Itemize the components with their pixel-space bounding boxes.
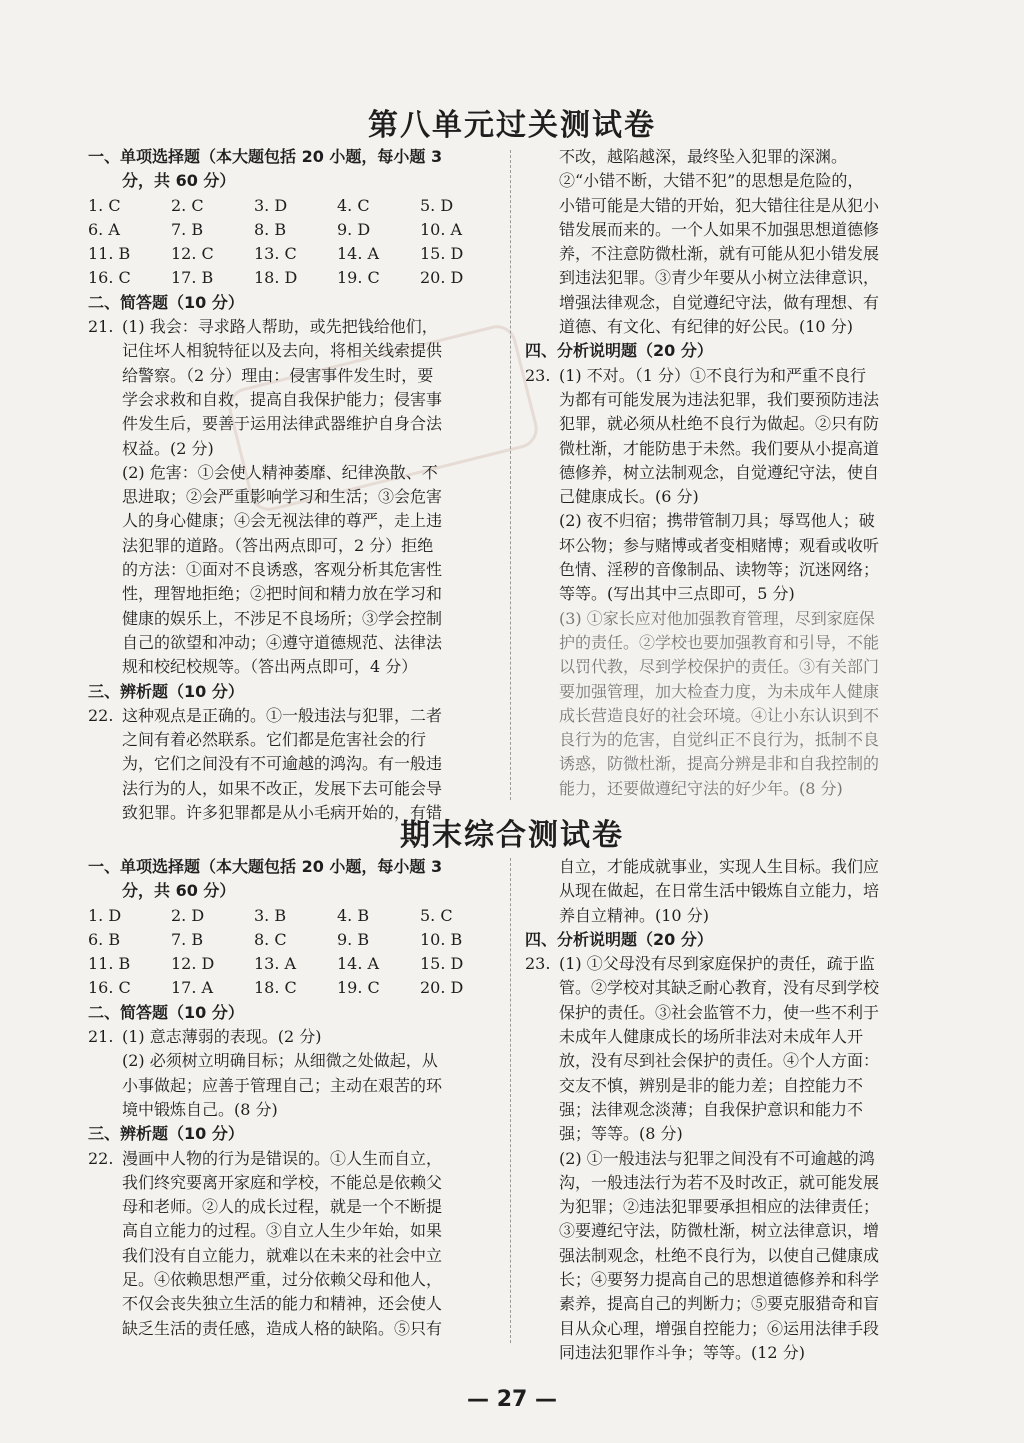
mcq-answer: 2. D	[171, 905, 205, 925]
mcq-answer: 14. A	[337, 244, 380, 264]
answer-line: (2) ①一般违法与犯罪之间没有不可逾越的鸿	[559, 1148, 875, 1168]
answer-line: 保护的责任。③社会监管不力，使一些不利于	[559, 1002, 880, 1022]
answer-line: 为都有可能发展为违法犯罪，我们要预防违法	[559, 389, 880, 409]
mcq-answer: 5. C	[420, 905, 453, 925]
mcq-row	[88, 904, 503, 928]
answer-line: 健康的娱乐上，不涉足不良场所；③学会控制	[122, 608, 443, 628]
answer-line: 沟，一般违法行为若不及时改正，就可能发展	[559, 1172, 880, 1192]
answer-line: 强；等等。(8 分)	[559, 1124, 683, 1144]
mcq-answer: 6. A	[88, 219, 120, 239]
answer-line: 强法制观念，杜绝不良行为，以使自己健康成	[559, 1245, 880, 1265]
answer-line: 放，没有尽到社会保护的责任。④个人方面：	[559, 1051, 880, 1071]
answer-line: 给警察。（2 分）理由：侵害事件发生时，要	[122, 365, 434, 385]
answer-line: 境中锻炼自己。(8 分)	[122, 1099, 278, 1119]
answer-line: (1) ①父母没有尽到家庭保护的责任，疏于监	[559, 954, 875, 974]
answer-line: 道德、有文化、有纪律的好公民。(10 分)	[559, 317, 853, 337]
mcq-answer: 1. C	[88, 195, 121, 215]
answer-line: (2) 必须树立明确目标；从细微之处做起，从	[122, 1051, 438, 1071]
question-number: 22.	[88, 705, 114, 725]
final-s3-title: 三、辨析题（10 分）	[88, 1124, 244, 1144]
answer-line: 养自立精神。(10 分)	[559, 905, 709, 925]
mcq-answer: 10. A	[420, 219, 463, 239]
mcq-row	[88, 194, 503, 218]
mcq-answer: 20. D	[420, 978, 464, 998]
unit8-left-column	[88, 145, 503, 825]
mcq-answer: 1. D	[88, 905, 122, 925]
mcq-answer: 19. C	[337, 978, 380, 998]
mcq-answer: 8. B	[254, 219, 287, 239]
answer-line: 自立，才能成就事业，实现人生目标。我们应	[559, 857, 880, 876]
answer-line: 良行为的危害，自觉纠正不良行为，抵制不良	[559, 730, 880, 750]
final-right-column	[525, 855, 945, 1365]
mcq-answer: 16. C	[88, 978, 131, 998]
mcq-row	[88, 266, 503, 290]
final-s1-title-b: 分，共 60 分）	[122, 881, 236, 901]
question-number: 23.	[525, 365, 551, 385]
mcq-answer: 12. D	[171, 954, 215, 974]
answer-line: 为，它们之间没有不可逾越的鸿沟。有一般违	[122, 754, 443, 774]
mcq-answer: 15. D	[420, 244, 464, 264]
answer-line: 我们没有自立能力，就难以在未来的社会中立	[122, 1245, 443, 1265]
mcq-answer: 17. B	[171, 268, 214, 288]
final-s2-title: 二、简答题（10 分）	[88, 1002, 244, 1022]
column-divider-top	[510, 150, 511, 800]
mcq-answer: 3. D	[254, 195, 288, 215]
mcq-row	[88, 242, 503, 266]
answer-line: 足。④依赖思想严重，过分依赖父母和他人，	[122, 1270, 443, 1290]
answer-line: (1) 意志薄弱的表现。(2 分)	[122, 1027, 322, 1047]
answer-line: 从现在做起，在日常生活中锻炼自立能力，培	[559, 881, 880, 901]
mcq-answer: 2. C	[171, 195, 204, 215]
mcq-answer: 18. C	[254, 978, 297, 998]
answer-line: 长；④要努力提高自己的思想道德修养和科学	[559, 1270, 880, 1290]
question-number: 22.	[88, 1148, 114, 1168]
answer-line: 法犯罪的道路。（答出两点即可，2 分）拒绝	[122, 535, 434, 555]
answer-line: 小事做起；应善于管理自己；主动在艰苦的环	[122, 1075, 443, 1095]
answer-line: 规和校纪校规等。（答出两点即可，4 分）	[122, 657, 418, 677]
mcq-answer: 13. C	[254, 244, 297, 264]
answer-line: 养，不注意防微杜渐，就有可能从犯小错发展	[559, 244, 880, 264]
answer-line: 错发展而来的。一个人如果不加强思想道德修	[559, 219, 880, 239]
mcq-row	[88, 952, 503, 976]
mcq-answer: 3. B	[254, 905, 287, 925]
mcq-answer: 14. A	[337, 954, 380, 974]
mcq-answer: 5. D	[420, 195, 454, 215]
answer-line: 以罚代教，尽到学校保护的责任。③有关部门	[559, 657, 880, 677]
answer-line: 权益。(2 分)	[122, 438, 214, 458]
question-number: 21.	[88, 1027, 114, 1047]
unit8-s1-title-a: 一、单项选择题（本大题包括 20 小题，每小题 3	[88, 147, 443, 166]
answer-line: 目从众心理，增强自控能力；⑥运用法律手段	[559, 1318, 880, 1338]
answer-line: 不改，越陷越深，最终坠入犯罪的深渊。	[559, 147, 848, 166]
answer-line: 同违法犯罪作斗争；等等。(12 分)	[559, 1342, 805, 1362]
mcq-answer: 20. D	[420, 268, 464, 288]
page-number: — 27 —	[467, 1387, 557, 1412]
unit8-title: 第八单元过关测试卷	[368, 108, 656, 143]
final-title: 期末综合测试卷	[400, 818, 624, 853]
answer-line: 为犯罪；②违法犯罪要承担相应的法律责任；	[559, 1197, 880, 1217]
answer-line: (3) ①家长应对他加强教育管理，尽到家庭保	[559, 608, 875, 628]
question-number: 21.	[88, 317, 114, 337]
mcq-answer: 7. B	[171, 219, 204, 239]
answer-line: 缺乏生活的责任感，造成人格的缺陷。⑤只有	[122, 1318, 443, 1338]
question-number: 23.	[525, 954, 551, 974]
answer-line: 未成年人健康成长的场所非法对未成年人开	[559, 1027, 864, 1047]
answer-line: 漫画中人物的行为是错误的。①人生而自立，	[122, 1148, 443, 1168]
answer-line: 交友不慎，辨别是非的能力差；自控能力不	[559, 1075, 864, 1095]
answer-line: 护的责任。②学校也要加强教育和引导，不能	[559, 632, 880, 652]
mcq-answer: 19. C	[337, 268, 380, 288]
answer-line: 色情、淫秽的音像制品、读物等；沉迷网络；	[559, 560, 880, 580]
answer-line: 致犯罪。许多犯罪都是从小毛病开始的，有错	[122, 803, 443, 823]
unit8-mcq-grid	[88, 194, 503, 291]
mcq-answer: 18. D	[254, 268, 298, 288]
answer-line: 小错可能是大错的开始，犯大错往往是从犯小	[559, 195, 880, 215]
answer-line: 母和老师。②人的成长过程，就是一个不断提	[122, 1197, 443, 1217]
mcq-answer: 7. B	[171, 929, 204, 949]
answer-line: 微杜渐，才能防患于未然。我们要从小提高道	[559, 438, 880, 458]
unit8-s1-title-b: 分，共 60 分）	[122, 171, 236, 191]
answer-line: 之间有着必然联系。它们都是危害社会的行	[122, 730, 427, 750]
answer-line: 记住坏人相貌特征以及去向，将相关线索提供	[122, 341, 443, 361]
answer-line: ③要遵纪守法，防微杜渐，树立法律意识，增	[559, 1221, 880, 1241]
answer-line: 成长营造良好的社会环境。④让小东认识到不	[559, 705, 880, 725]
mcq-row	[88, 976, 503, 1000]
answer-line: 不仅会丧失独立生活的能力和精神，还会使人	[122, 1294, 443, 1314]
answer-line: 德修养，树立法制观念，自觉遵纪守法，使自	[559, 462, 880, 482]
mcq-answer: 15. D	[420, 954, 464, 974]
answer-line: 人的身心健康；④会无视法律的尊严，走上违	[122, 511, 443, 531]
mcq-answer: 11. B	[88, 954, 131, 974]
unit8-s3-title: 三、辨析题（10 分）	[88, 681, 244, 701]
answer-line: 管。②学校对其缺乏耐心教育，没有尽到学校	[559, 978, 880, 998]
answer-line: (1) 我会：寻求路人帮助，或先把钱给他们，	[122, 317, 438, 337]
final-s4-title: 四、分析说明题（20 分）	[525, 929, 713, 949]
answer-line: 学会求救和自救，提高自我保护能力；侵害事	[122, 389, 443, 409]
answer-line: ②“小错不断，大错不犯”的思想是危险的，	[559, 171, 864, 191]
final-left-column	[88, 855, 503, 1341]
answer-line: 高自立能力的过程。③自立人生少年始，如果	[122, 1221, 443, 1241]
answer-line: 自己的欲望和冲动；④遵守道德规范、法律法	[122, 632, 443, 652]
answer-line: 能力，还要做遵纪守法的好少年。(8 分)	[559, 778, 843, 798]
answer-line: 等等。(写出其中三点即可，5 分)	[559, 584, 795, 604]
answer-line: 己健康成长。(6 分)	[559, 487, 699, 507]
answer-line: 件发生后，要善于运用法律武器维护自身合法	[122, 414, 443, 434]
mcq-answer: 10. B	[420, 929, 463, 949]
mcq-answer: 4. C	[337, 195, 370, 215]
unit8-right-column	[525, 145, 945, 801]
answer-line: 强；法律观念淡薄；自我保护意识和能力不	[559, 1099, 864, 1119]
answer-line: (2) 危害：①会使人精神萎靡、纪律涣散、不	[122, 462, 438, 482]
answer-line: 我们终究要离开家庭和学校，不能总是依赖父	[122, 1172, 443, 1192]
mcq-row	[88, 928, 503, 952]
mcq-answer: 11. B	[88, 244, 131, 264]
mcq-row	[88, 218, 503, 242]
answer-line: 法行为的人，如果不改正，发展下去可能会导	[122, 778, 443, 798]
mcq-answer: 6. B	[88, 929, 121, 949]
unit8-s2-title: 二、简答题（10 分）	[88, 292, 244, 312]
mcq-answer: 4. B	[337, 905, 370, 925]
answer-line: 素养，提高自己的判断力；⑤要克服猎奇和盲	[559, 1294, 880, 1314]
answer-line: 犯罪，就必须从杜绝不良行为做起。②只有防	[559, 414, 880, 434]
answer-line: 要加强管理，加大检查力度，为未成年人健康	[559, 681, 880, 701]
final-s1-title-a: 一、单项选择题（本大题包括 20 小题，每小题 3	[88, 857, 443, 876]
mcq-answer: 13. A	[254, 954, 297, 974]
answer-line: 这种观点是正确的。①一般违法与犯罪，二者	[122, 705, 443, 725]
final-mcq-grid	[88, 904, 503, 1001]
answer-line: 性，理智地拒绝；②把时间和精力放在学习和	[122, 584, 443, 604]
mcq-answer: 9. B	[337, 929, 370, 949]
answer-line: 坏公物；参与赌博或者变相赌博；观看或收听	[559, 535, 880, 555]
mcq-answer: 9. D	[337, 219, 371, 239]
column-divider-bottom	[510, 858, 511, 1343]
mcq-answer: 8. C	[254, 929, 287, 949]
answer-line: (1) 不对。（1 分）①不良行为和严重不良行	[559, 365, 867, 385]
answer-line: 思进取；②会严重影响学习和生活；③会危害	[122, 487, 443, 507]
mcq-answer: 12. C	[171, 244, 214, 264]
mcq-answer: 16. C	[88, 268, 131, 288]
answer-line: 到违法犯罪。③青少年要从小树立法律意识，	[559, 268, 880, 288]
mcq-answer: 17. A	[171, 978, 214, 998]
unit8-s4-title: 四、分析说明题（20 分）	[525, 341, 713, 361]
answer-line: 的方法：①面对不良诱惑，客观分析其危害性	[122, 560, 443, 580]
answer-line: (2) 夜不归宿；携带管制刀具；辱骂他人；破	[559, 511, 875, 531]
answer-line: 增强法律观念，自觉遵纪守法，做有理想、有	[559, 292, 880, 312]
answer-line: 诱惑，防微杜渐，提高分辨是非和自我控制的	[559, 754, 880, 774]
